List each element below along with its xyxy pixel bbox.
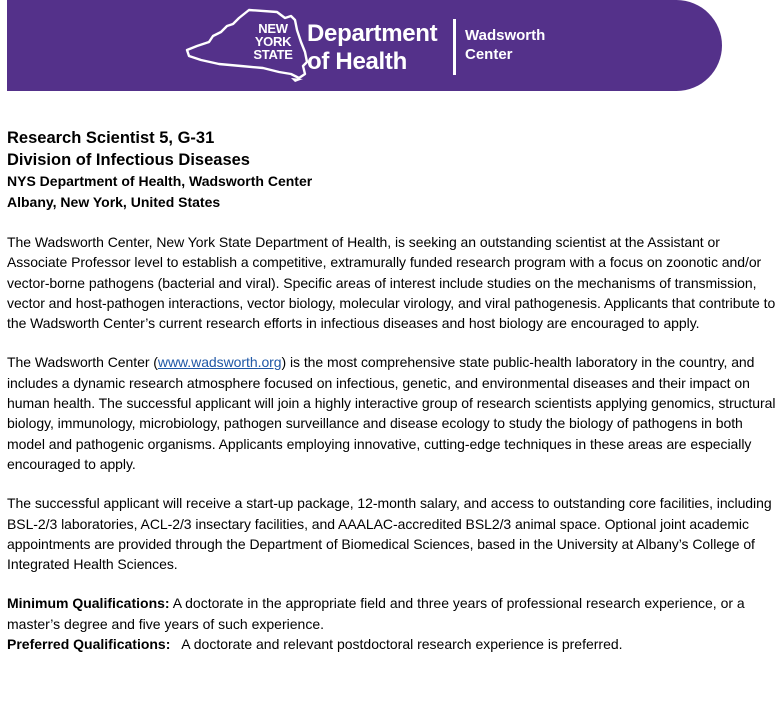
about-center-paragraph <box>7 352 777 474</box>
minimum-qualifications <box>7 593 777 634</box>
state-word-3: STATE <box>253 47 293 62</box>
logo-divider <box>453 19 456 75</box>
center-line-2: Center <box>465 46 513 63</box>
state-word-2: YORK <box>254 34 292 49</box>
intro-paragraph: The Wadsworth Center, New York State Department of Health, is seeking an outstanding scientist at the Assistant or Associate Professor level to establish a competitive, extramurally funded research program with a focus on zoonotic and/or vector-borne pathogens (bacterial and viral). Specific areas of interest include studies on the mechanisms of transmission, vector and host-pathogen interactions, vector biology, molecular virology, and viral pathogenesis. Applicants that contribute to the Wadsworth Center’s current research efforts in infectious diseases and host biology are encouraged to apply. <box>7 234 776 332</box>
about-text-start: The Wadsworth Center ( <box>7 354 158 371</box>
division-title: Division of Infectious Diseases <box>7 151 250 169</box>
minimum-qualifications-label: Minimum Qualifications: <box>7 595 170 612</box>
benefits-paragraph: The successful applicant will receive a start-up package, 12-month salary, and access to outstanding core facilities, including BSL-2/3 laboratories, ACL-2/3 insectary facilities, and AAALAC-accredited BSL2/3 animal space. Optional joint academic appointments are provided through the Department of Biomedical Sciences, based in the University at Albany’s College of Integrated Health Sciences. <box>7 495 772 573</box>
minimum-qualifications-text: A doctorate in the appropriate field and three years of professional research experience, or a master’s degree and five years of such experience. <box>7 595 745 632</box>
center-line-1: Wadsworth <box>465 27 546 44</box>
department-line-2: of Health <box>307 48 407 75</box>
preferred-qualifications <box>7 634 777 654</box>
state-word-1: NEW <box>258 21 288 36</box>
job-location: Albany, New York, United States <box>7 194 221 210</box>
department-line-1: Department <box>307 20 438 47</box>
about-text-end: ) is the most comprehensive state public-health laboratory in the country, and includes a dynamic research atmosphere focused on infectious, genetic, and environmental diseases and their impact on human health. The successful applicant will join a highly interactive group of research scientists applying genomics, structural biology, immunology, microbiology, pathogen surveillance and disease ecology to study the biology of pathogens in both model and pathogenic organisms. Applicants employing innovative, cutting-edge techniques in these areas are especially encouraged to apply. <box>7 354 776 472</box>
wadsworth-center-wordmark <box>465 26 545 64</box>
organization-name: NYS Department of Health, Wadsworth Center <box>7 173 313 189</box>
department-of-health-wordmark <box>307 20 437 76</box>
header-banner <box>7 0 722 91</box>
wadsworth-website-link[interactable]: www.wadsworth.org <box>157 354 282 371</box>
preferred-qualifications-text: A doctorate and relevant postdoctoral research experience is preferred. <box>170 636 623 653</box>
new-york-state-wordmark <box>243 22 303 61</box>
job-title: Research Scientist 5, G-31 <box>7 129 215 147</box>
preferred-qualifications-label: Preferred Qualifications: <box>7 636 171 653</box>
posting-content <box>7 127 777 654</box>
